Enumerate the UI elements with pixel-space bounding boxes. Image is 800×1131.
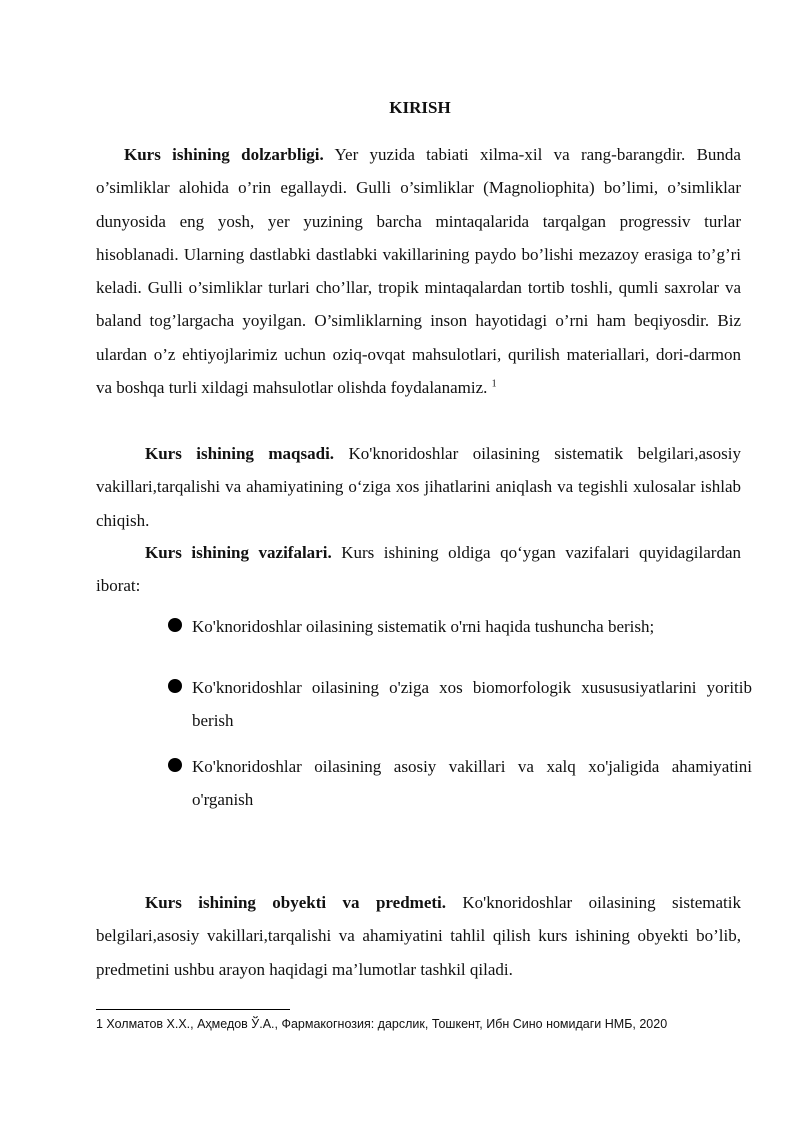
paragraph-relevance [96, 138, 741, 404]
list-item: Ko'knoridoshlar oilasining asosiy vakillari va xalq xo'jaligida ahamiyatini o'rganish [192, 757, 752, 809]
footnote-ref[interactable]: 1 [491, 378, 497, 390]
bullet-icon [168, 618, 182, 632]
paragraph-text: Yer yuzida tabiati xilma-xil va rang-barangdir. Bunda o’simliklar alohida o’rin egallaydi. Gulli o’simliklar (Magnoliophita) bo’limi, o’simliklar dunyosida eng yosh, yer yuzining barcha mintaqalarida tarqalgan progressiv turlar hisoblanadi. Ularning dastlabki dastlabki vakillarining paydo bo’lishi mezazoy erasiga to’g’ri keladi. Gulli o’simliklar turlari cho’llar, tropik mintaqalardan tortib toshli, qumli saxrolar va baland tog’largacha yoyilgan. O’simliklarning inson hayotidagi o’rni ham beqiyosdir. Biz ulardan o’z ehtiyojlarimiz uchun oziq-ovqat mahsulotlari, qurilish materiallari, dori-darmon va boshqa turli xildagi mahsulotlar olishda foydalanamiz. [96, 145, 741, 398]
list-item: Ko'knoridoshlar oilasining o'ziga xos biomorfologik xusususiyatlarini yoritib berish [192, 678, 752, 730]
paragraph-lead: Kurs ishining dolzarbligi. [124, 145, 324, 164]
footnote-separator [96, 1009, 290, 1010]
list-item: Ko'knoridoshlar oilasining sistematik o'rni haqida tushuncha berish; [192, 617, 655, 636]
paragraph-lead: Kurs ishining obyekti va predmeti. [145, 893, 446, 912]
section-title: KIRISH [389, 98, 451, 117]
paragraph-text: Ko'knoridoshlar oilasining sistematik belgilari,asosiy vakillari,tarqalishi va ahamiyatini tahlil qilish kurs ishining obyekti bo’lib, predmetini ushbu arayon haqidagi ma’lumotlar tashkil qiladi. [96, 893, 741, 979]
bullet-icon [168, 679, 182, 693]
bullet-icon [168, 758, 182, 772]
paragraph-text: Kurs ishining oldiga qo‘ygan vazifalari quyidagilardan iborat: [96, 543, 741, 596]
paragraph-goal [96, 437, 741, 537]
paragraph-text: Ko'knoridoshlar oilasining sistematik belgilari,asosiy vakillari,tarqalishi va ahamiyatining o‘ziga xos jihatlarini aniqlash va tegishli xulosalar ishlab chiqish. [96, 444, 741, 530]
paragraph-lead: Kurs ishining vazifalari. [145, 543, 332, 562]
paragraph-tasks [96, 536, 741, 603]
paragraph-object [96, 886, 741, 986]
footnote-text: 1 Холматов Х.Х., Аҳмедов Ў.А., Фармакогнозия: дарслик, Тошкент, Ибн Сино номидаги НМБ, 2020 [96, 1017, 668, 1031]
paragraph-lead: Kurs ishining maqsadi. [145, 444, 335, 463]
